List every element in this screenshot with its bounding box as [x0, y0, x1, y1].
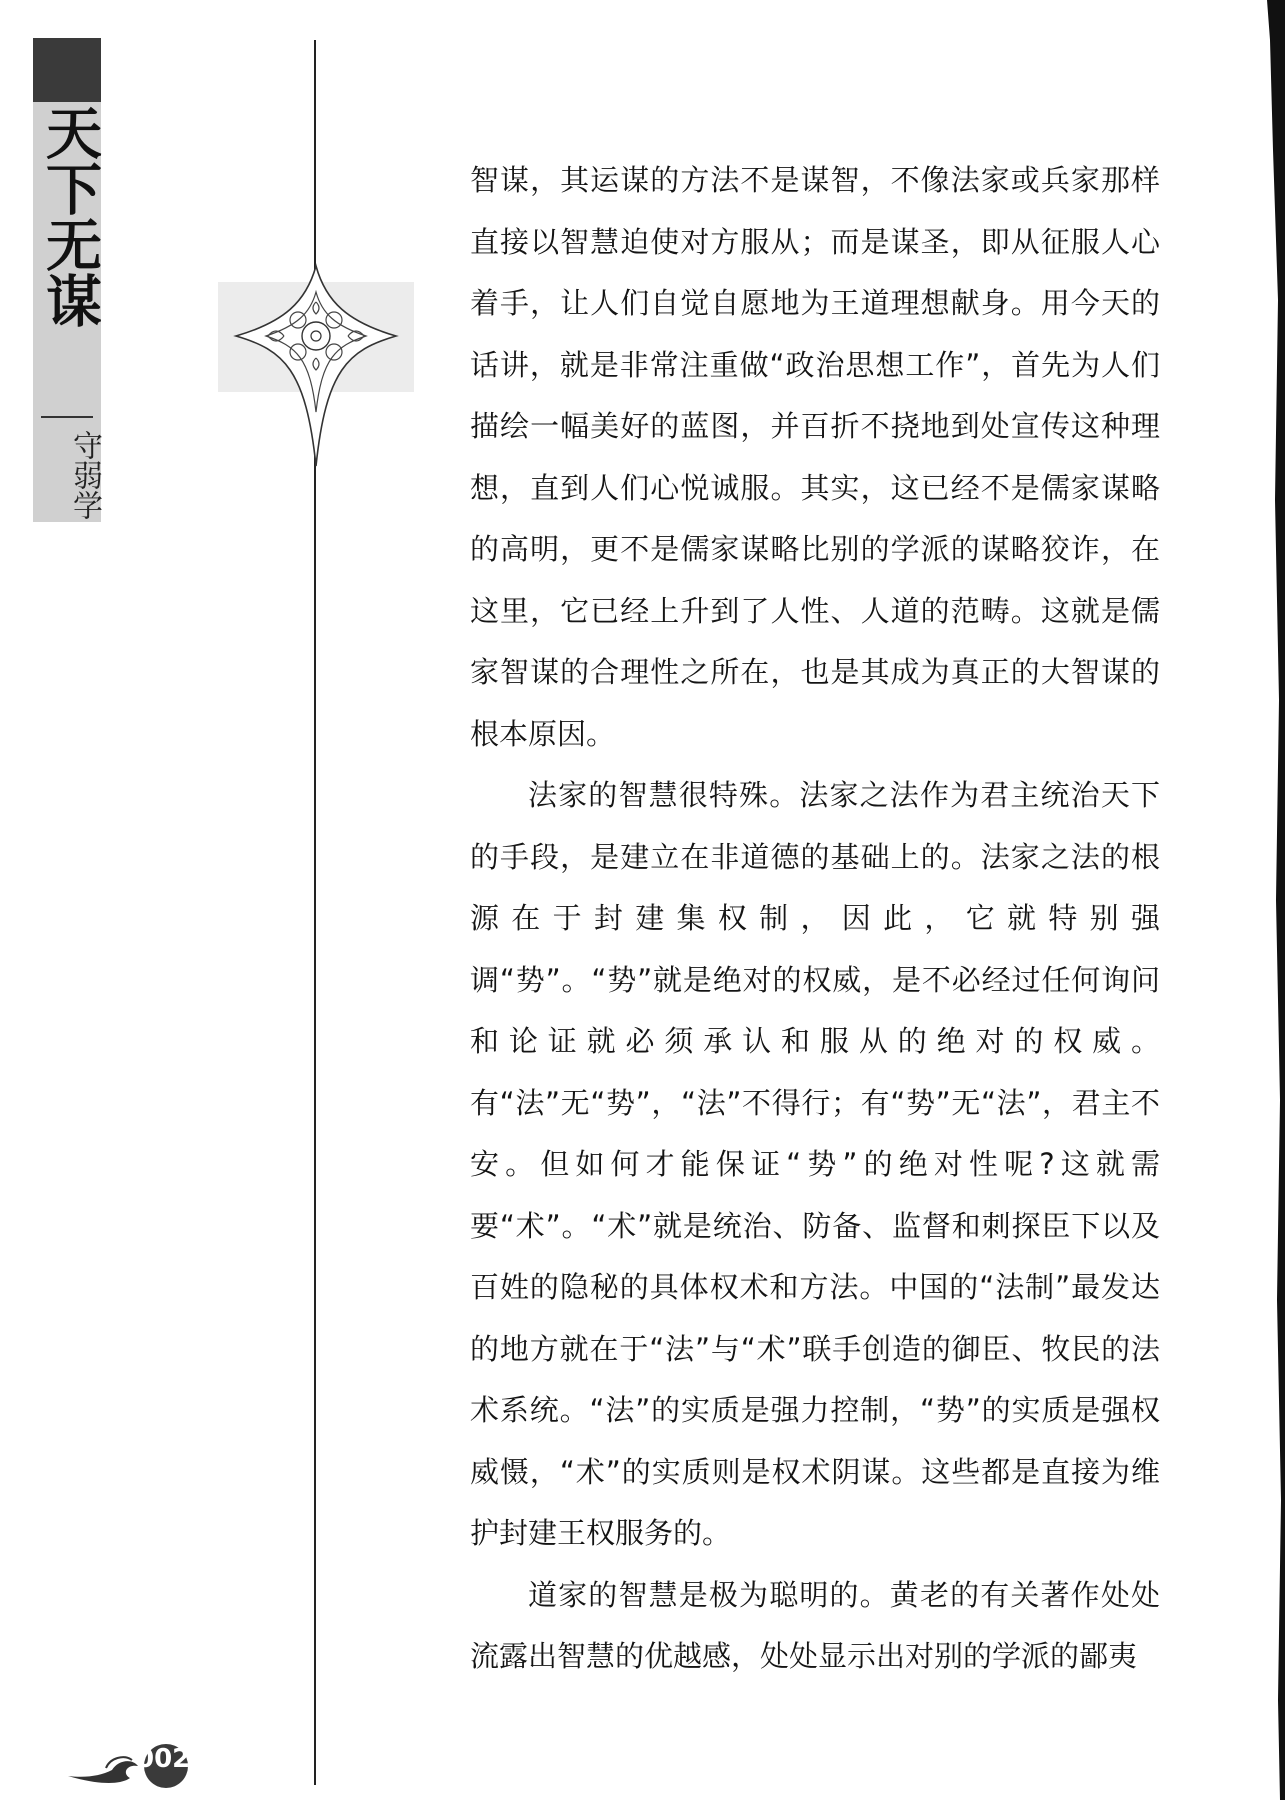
page-footer [66, 1740, 196, 1790]
book-title: 天下无谋 [37, 104, 103, 328]
body-text [470, 150, 1160, 1688]
sidebar-divider [41, 416, 93, 418]
paragraph: 道家的智慧是极为聪明的。黄老的有关著作处处流露出智慧的优越感，处处显示出对别的学派的鄙夷 [470, 1577, 1160, 1673]
paragraph: 智谋，其运谋的方法不是谋智，不像法家或兵家那样直接以智慧迫使对方服从；而是谋圣，即从征服人心着手，让人们自觉自愿地为王道理想献身。用今天的话讲，就是非常注重做“政治思想工作”，首先为人们描绘一幅美好的蓝图，并百折不挠地到处宣传这种理想，直到人们心悦诚服。其实，这已经不是儒家谋略的高明，更不是儒家谋略比别的学派的谋略狡诈，在这里，它已经上升到了人性、人道的范畴。这就是儒家智谋的合理性之所在，也是其成为真正的大智谋的根本原因。 [470, 163, 1160, 751]
sidebar-cap [33, 38, 101, 102]
ornament-icon [218, 262, 414, 470]
chapter-title: 守弱学 [67, 430, 102, 520]
page-edge-shadow [1264, 0, 1285, 1800]
sidebar-header [33, 38, 101, 522]
paragraph: 法家的智慧很特殊。法家之法作为君主统治天下的手段，是建立在非道德的基础上的。法家之法的根源在于封建集权制，因此，它就特别强调“势”。“势”就是绝对的权威，是不必经过任何询问和论证就必须承认和服从的绝对的权威。有“法”无“势”，“法”不得行；有“势”无“法”，君主不安。但如何才能保证“势”的绝对性呢?这就需要“术”。“术”就是统治、防备、监督和刺探臣下以及百姓的隐秘的具体权术和方法。中国的“法制”最发达的地方就在于“法”与“术”联手创造的御臣、牧民的法术系统。“法”的实质是强力控制，“势”的实质是强权威慑，“术”的实质则是权术阴谋。这些都是直接为维护封建王权服务的。 [470, 778, 1160, 1550]
page-number: 002 [136, 1744, 191, 1774]
